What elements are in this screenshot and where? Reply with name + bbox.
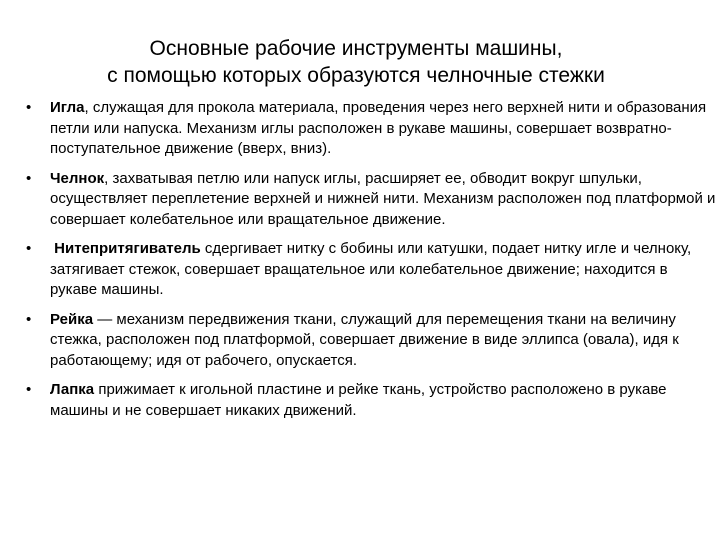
- bullet-term: Рейка: [50, 310, 94, 328]
- bullet-term: Игла: [50, 99, 85, 116]
- bullet-term: Нитепритягиватель: [50, 240, 201, 257]
- slide-title-line-1: Основные рабочие инструменты машины,: [149, 37, 563, 60]
- bullet-item-nitepritygivatel: [26, 239, 716, 301]
- bullet-text: прижимает к игольной пластине и рейке ткань, устройство расположено в рукаве машины и не совершает никаких движений.: [50, 381, 667, 419]
- bullet-item-chelnok: [26, 169, 716, 231]
- bullet-item-igla: [26, 98, 716, 160]
- bullet-text: , служащая для прокола материала, проведения через него верхней нити и образования петли или напуска. Механизм иглы расположен в рукаве машины, совершает возвратно-поступательное движение (вверх, вниз).: [50, 99, 707, 157]
- slide-title-line-2: с помощью которых образуются челночные стежки: [107, 64, 605, 87]
- bullet-icon: •: [26, 310, 32, 328]
- bullet-term: Лапка: [50, 381, 95, 398]
- bullet-icon: •: [26, 381, 32, 398]
- bullet-icon: •: [26, 240, 32, 257]
- bullet-term: Челнок: [50, 169, 105, 187]
- slide-title: [0, 35, 712, 89]
- bullet-icon: •: [26, 169, 32, 187]
- bullet-list: [26, 98, 716, 421]
- bullet-item-reika: [26, 310, 716, 372]
- bullet-item-lapka: [26, 380, 716, 421]
- bullet-text: , захватывая петлю или напуск иглы, расширяет ее, обводит вокруг шпульки, осуществляет переплетение верхней и нижней нити. Механизм расположен под платформой и совершает колебательное или вращательное движение.: [50, 169, 716, 228]
- bullet-icon: •: [26, 99, 32, 116]
- bullet-text: — механизм передвижения ткани, служащий для перемещения ткани на величину стежка, расположен под платформой, совершает движение в виде эллипса (овала), идя к работающему; идя от рабочего, опускается.: [50, 310, 679, 369]
- bullet-text: сдергивает нитку с бобины или катушки, подает нитку игле и челноку, затягивает стежок, совершает вращательное или колебательное движение; находится в рукаве машины.: [50, 240, 692, 298]
